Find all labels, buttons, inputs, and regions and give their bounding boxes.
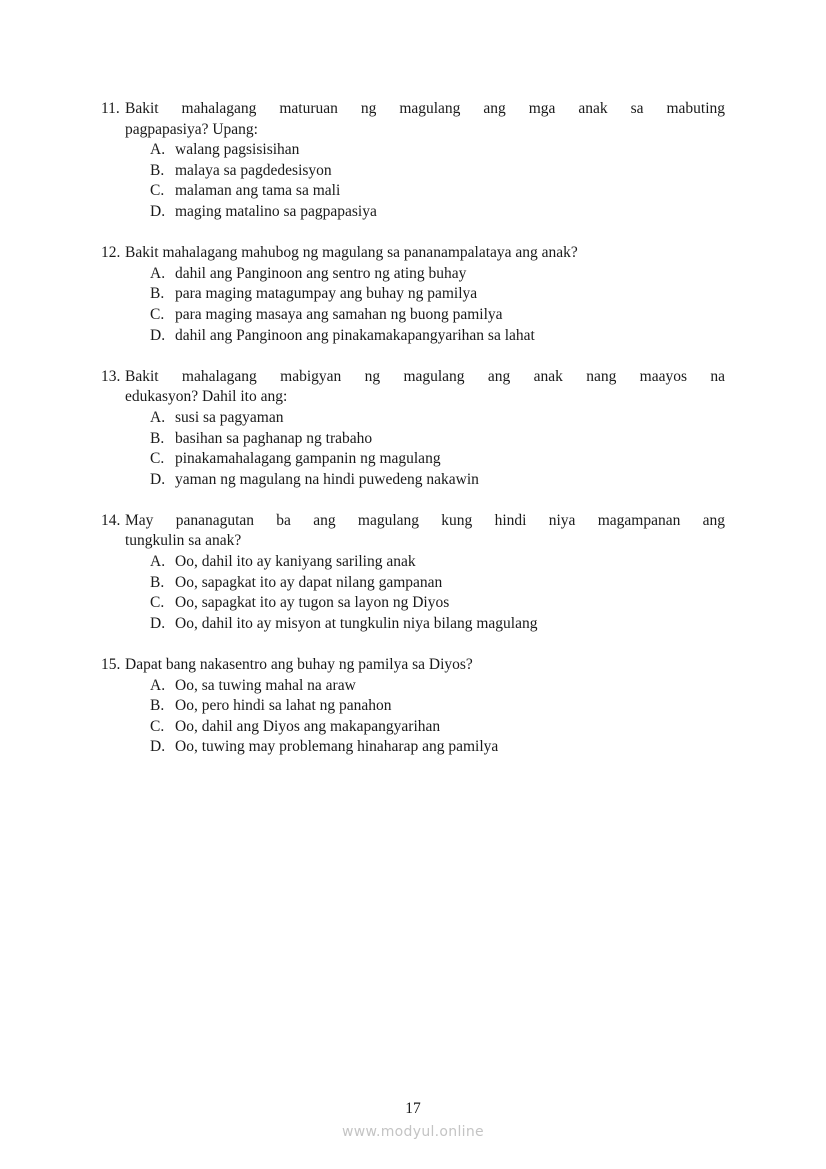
option-letter: C. <box>150 450 165 468</box>
answer-option <box>101 676 725 697</box>
question-list <box>101 99 725 779</box>
option-letter: D. <box>150 202 166 220</box>
question-line <box>101 387 725 408</box>
question-line <box>101 120 725 141</box>
option-letter: D. <box>150 614 166 632</box>
answer-option <box>101 593 725 614</box>
option-text: Oo, dahil ang Diyos ang makapangyarihan <box>175 717 441 735</box>
question-number: 15. <box>101 656 121 674</box>
option-letter: D. <box>150 326 166 344</box>
question-item <box>101 367 725 491</box>
option-text: Oo, sa tuwing mahal na araw <box>175 676 356 694</box>
question-line <box>101 531 725 552</box>
answer-option <box>101 284 725 305</box>
watermark: www.modyul.online <box>342 1124 484 1140</box>
answer-option <box>101 408 725 429</box>
question-item <box>101 655 725 758</box>
answer-option <box>101 181 725 202</box>
option-text: yaman ng magulang na hindi puwedeng nakawin <box>175 470 479 488</box>
question-number: 14. <box>101 511 121 529</box>
answer-option <box>101 326 725 347</box>
question-text-continued: pagpapasiya? Upang: <box>125 120 258 138</box>
answer-option <box>101 202 725 223</box>
question-item <box>101 243 725 346</box>
option-letter: B. <box>150 285 165 303</box>
question-line <box>101 511 725 532</box>
option-letter: B. <box>150 161 165 179</box>
question-line <box>101 655 725 676</box>
option-text: maging matalino sa pagpapasiya <box>175 202 377 220</box>
page-number: 17 <box>405 1100 421 1117</box>
option-text: pinakamahalagang gampanin ng magulang <box>175 450 441 468</box>
answer-option <box>101 161 725 182</box>
option-letter: C. <box>150 305 165 323</box>
question-line <box>101 243 725 264</box>
option-letter: D. <box>150 470 166 488</box>
option-letter: C. <box>150 717 165 735</box>
question-number: 12. <box>101 244 121 262</box>
answer-option <box>101 449 725 470</box>
option-text: para maging masaya ang samahan ng buong pamilya <box>175 305 503 323</box>
option-letter: A. <box>150 676 166 694</box>
option-letter: A. <box>150 408 166 426</box>
question-text: May pananagutan ba ang magulang kung hindi niya magampanan ang <box>125 511 725 529</box>
answer-option <box>101 717 725 738</box>
answer-option <box>101 305 725 326</box>
option-letter: B. <box>150 697 165 715</box>
answer-option <box>101 696 725 717</box>
option-text: walang pagsisisihan <box>175 141 300 159</box>
option-text: Oo, sapagkat ito ay dapat nilang gampanan <box>175 573 443 591</box>
answer-option <box>101 573 725 594</box>
option-text: Oo, tuwing may problemang hinaharap ang pamilya <box>175 738 499 756</box>
option-letter: B. <box>150 573 165 591</box>
option-text: susi sa pagyaman <box>175 408 284 426</box>
question-text-continued: edukasyon? Dahil ito ang: <box>125 388 288 406</box>
option-letter: D. <box>150 738 166 756</box>
option-text: dahil ang Panginoon ang sentro ng ating buhay <box>175 264 467 282</box>
question-text: Dapat bang nakasentro ang buhay ng pamilya sa Diyos? <box>125 656 473 674</box>
question-text: Bakit mahalagang maturuan ng magulang ang mga anak sa mabuting <box>125 100 725 117</box>
answer-option <box>101 737 725 758</box>
option-text: Oo, sapagkat ito ay tugon sa layon ng Diyos <box>175 594 450 612</box>
option-letter: B. <box>150 429 165 447</box>
question-item <box>101 511 725 635</box>
answer-option <box>101 470 725 491</box>
question-text-continued: tungkulin sa anak? <box>125 532 242 550</box>
question-line <box>101 99 725 120</box>
answer-option <box>101 552 725 573</box>
option-text: para maging matagumpay ang buhay ng pamilya <box>175 285 478 303</box>
option-text: Oo, dahil ito ay misyon at tungkulin niya bilang magulang <box>175 614 538 632</box>
answer-option <box>101 614 725 635</box>
question-text: Bakit mahalagang mabigyan ng magulang ang anak nang maayos na <box>125 367 725 385</box>
option-text: malaman ang tama sa mali <box>175 182 341 200</box>
answer-option <box>101 264 725 285</box>
option-text: malaya sa pagdedesisyon <box>175 161 332 179</box>
question-text: Bakit mahalagang mahubog ng magulang sa pananampalataya ang anak? <box>125 244 578 262</box>
option-text: Oo, pero hindi sa lahat ng panahon <box>175 697 392 715</box>
option-text: Oo, dahil ito ay kaniyang sariling anak <box>175 553 416 571</box>
question-number: 13. <box>101 367 121 385</box>
option-letter: A. <box>150 141 166 159</box>
question-number: 11. <box>101 100 120 117</box>
option-letter: A. <box>150 553 166 571</box>
answer-option <box>101 429 725 450</box>
option-letter: A. <box>150 264 166 282</box>
question-line <box>101 367 725 388</box>
option-letter: C. <box>150 594 165 612</box>
question-item <box>101 99 725 223</box>
option-letter: C. <box>150 182 165 200</box>
answer-option <box>101 140 725 161</box>
option-text: basihan sa paghanap ng trabaho <box>175 429 373 447</box>
option-text: dahil ang Panginoon ang pinakamakapangyarihan sa lahat <box>175 326 535 344</box>
